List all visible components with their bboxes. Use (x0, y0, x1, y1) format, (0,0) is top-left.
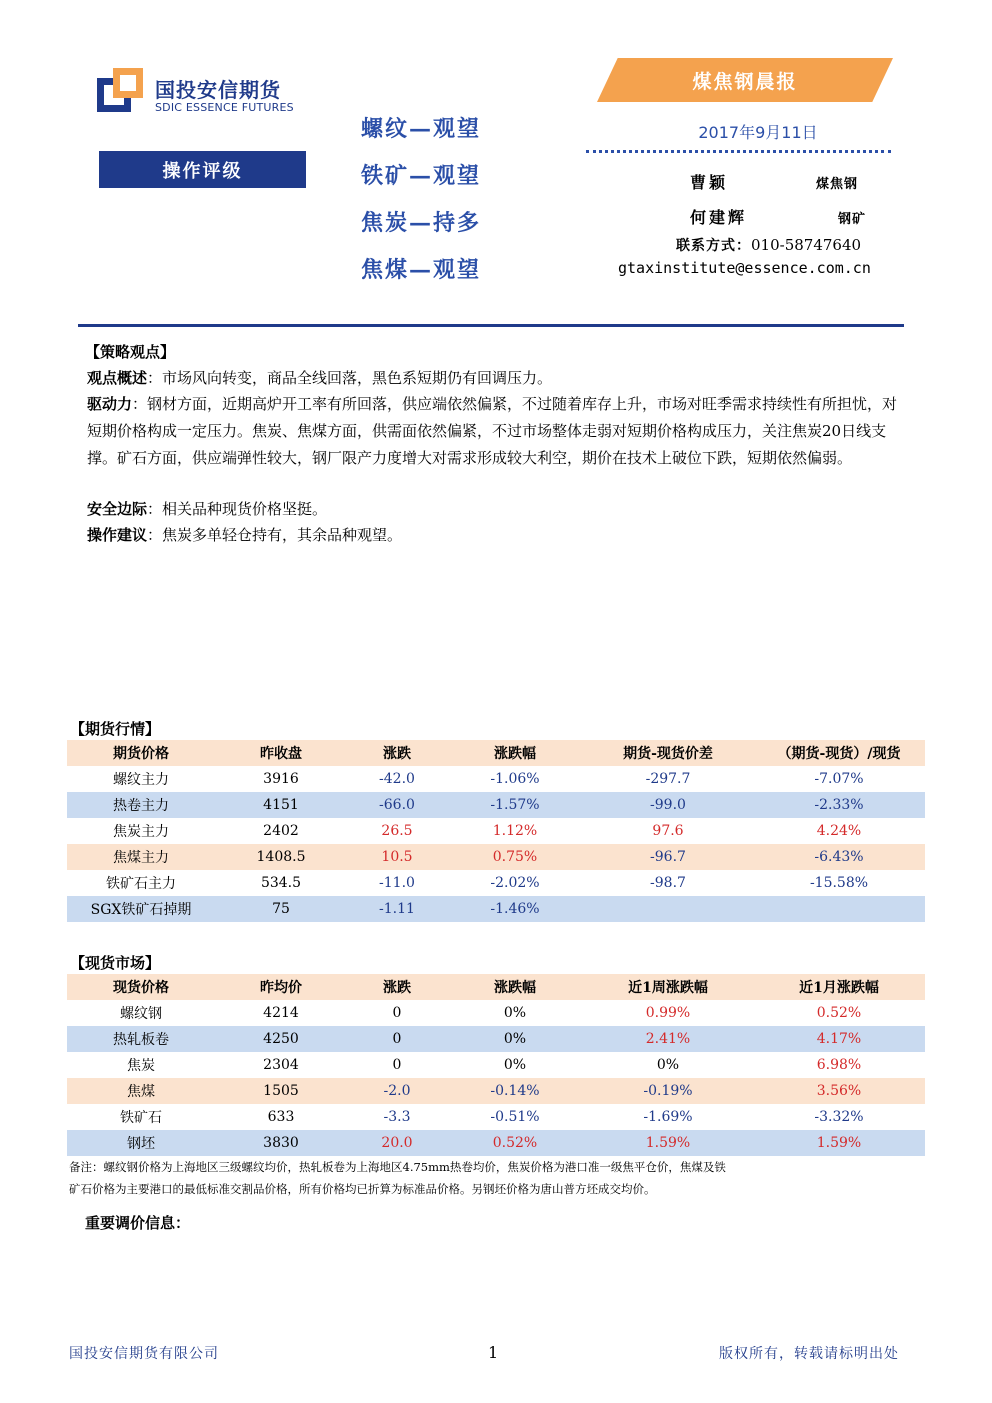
table-cell: 螺纹钢 (120, 1006, 162, 1022)
contact-label: 联系方式： (676, 238, 751, 254)
table-cell: -98.7 (650, 875, 686, 891)
table-cell: -3.32% (814, 1109, 864, 1125)
rating-list (361, 114, 481, 302)
table-cell: 97.6 (652, 823, 684, 839)
table-cell: 0% (503, 1057, 527, 1073)
table-cell: 1.59% (583, 1130, 753, 1156)
futures-table (67, 740, 925, 922)
column-header: 昨均价 (215, 974, 347, 1000)
table-cell: 0% (656, 1057, 680, 1073)
strategy-margin (87, 496, 905, 523)
table-cell: 铁矿石 (120, 1110, 162, 1126)
strategy-summary (87, 365, 905, 392)
contact-phone: 010-58747640 (751, 236, 862, 254)
table-cell: 0% (447, 1026, 583, 1052)
table-header-row (67, 740, 925, 766)
company-name-en: SDIC ESSENCE FUTURES (155, 101, 294, 114)
table-row (67, 1026, 925, 1052)
table-cell: 1408.5 (215, 844, 347, 870)
table-cell: -2.0 (347, 1078, 447, 1104)
table-cell: 焦煤 (67, 1078, 215, 1104)
column-header: 涨跌幅 (447, 740, 583, 766)
dotted-divider (586, 150, 891, 153)
table-cell: 534.5 (260, 875, 302, 891)
column-header: 近1周涨跌幅 (583, 974, 753, 1000)
table-cell: 0% (503, 1005, 527, 1021)
summary-text: ：市场风向转变，商品全线回落，黑色系短期仍有回调压力。 (147, 369, 553, 387)
table-cell: 633 (267, 1109, 295, 1125)
table-row (67, 1104, 925, 1130)
page-number: 1 (488, 1343, 499, 1362)
table-cell: 10.5 (347, 844, 447, 870)
column-header: 涨跌幅 (447, 974, 583, 1000)
report-tag (597, 58, 893, 102)
table-cell: 4151 (215, 792, 347, 818)
table-cell: 0 (347, 1026, 447, 1052)
table-cell: -2.02% (490, 875, 540, 891)
contact-email[interactable]: gtaxinstitute@essence.com.cn (618, 259, 871, 277)
table-cell: 4250 (215, 1026, 347, 1052)
column-header: 期货-现货价差 (583, 740, 753, 766)
strategy-driver (87, 391, 905, 472)
table-cell: 螺纹主力 (113, 772, 169, 788)
table-cell: 3830 (215, 1130, 347, 1156)
table-cell: 3.56% (753, 1078, 925, 1104)
table-cell: 0.52% (447, 1130, 583, 1156)
table-row (67, 1130, 925, 1156)
driver-label: 驱动力 (87, 395, 133, 413)
table-cell: -11.0 (379, 875, 415, 891)
table-row (67, 1052, 925, 1078)
column-header: 近1月涨跌幅 (753, 974, 925, 1000)
table-cell: 热卷主力 (67, 792, 215, 818)
author-field: 钢矿 (838, 212, 867, 227)
table-cell: 6.98% (816, 1057, 862, 1073)
table-cell: 2.41% (583, 1026, 753, 1052)
table-cell: 3916 (263, 771, 299, 787)
spot-title: 【现货市场】 (70, 954, 161, 972)
table-cell: -15.58% (809, 875, 869, 891)
table-cell: 热轧板卷 (67, 1026, 215, 1052)
table-cell: -96.7 (583, 844, 753, 870)
table-cell: -297.7 (645, 771, 691, 787)
rating-item: 铁矿—观望 (361, 163, 482, 189)
table-cell: -0.14% (447, 1078, 583, 1104)
author-name: 曹颖 (690, 173, 729, 192)
table-cell: 0 (392, 1005, 402, 1021)
table-note-line2: 矿石价格为主要港口的最低标准交割品价格，所有价格均已折算为标准品价格。另钢坯价格为唐山普方坯成交均价。 (69, 1182, 656, 1196)
margin-label: 安全边际 (87, 500, 148, 518)
table-cell: 焦炭 (127, 1058, 155, 1074)
table-row (67, 1078, 925, 1104)
rating-item: 焦炭—持多 (361, 210, 482, 236)
report-date: 2017年9月11日 (698, 123, 818, 142)
header-rule (78, 324, 904, 327)
table-cell: -3.3 (383, 1109, 411, 1125)
advice-label: 操作建议 (87, 526, 148, 544)
table-cell: 1505 (215, 1078, 347, 1104)
spot-table (67, 974, 925, 1156)
table-cell: -2.33% (753, 792, 925, 818)
table-cell: SGX铁矿石掉期 (67, 896, 215, 922)
table-cell: -7.07% (814, 771, 864, 787)
table-cell: 焦炭主力 (113, 824, 169, 840)
table-cell: 2304 (263, 1057, 299, 1073)
table-cell: -0.19% (583, 1078, 753, 1104)
logo-icon (97, 68, 145, 116)
rating-item: 焦煤—观望 (361, 257, 482, 283)
table-row (67, 1000, 925, 1026)
column-header: 昨收盘 (215, 740, 347, 766)
table-cell: 1.59% (753, 1130, 925, 1156)
margin-text: ：相关品种现货价格坚挺。 (147, 500, 328, 518)
table-header-row (67, 974, 925, 1000)
table-row (67, 818, 925, 844)
table-cell: 焦煤主力 (67, 844, 215, 870)
advice-text: ：焦炭多单轻仓持有，其余品种观望。 (147, 526, 403, 544)
table-cell: -1.06% (490, 771, 540, 787)
column-header: （期货-现货）/现货 (753, 740, 925, 766)
table-cell: 20.0 (347, 1130, 447, 1156)
table-row (67, 844, 925, 870)
contact-info (676, 235, 861, 255)
price-info-title: 重要调价信息： (85, 1214, 191, 1232)
table-cell: 铁矿石主力 (106, 876, 176, 892)
futures-title: 【期货行情】 (70, 720, 161, 738)
rating-item: 螺纹—观望 (361, 116, 482, 142)
table-cell: 2402 (263, 823, 299, 839)
table-row (67, 870, 925, 896)
strategy-title: 【策略观点】 (85, 343, 176, 361)
footer-copyright: 版权所有，转载请标明出处 (719, 1346, 899, 1362)
table-cell: -42.0 (379, 771, 415, 787)
table-cell: 0.75% (447, 844, 583, 870)
author-field: 煤焦钢 (816, 177, 859, 192)
column-header: 期货价格 (67, 740, 215, 766)
table-cell: -6.43% (753, 844, 925, 870)
strategy-advice (87, 522, 905, 549)
table-cell: 1.12% (492, 823, 538, 839)
table-cell: 26.5 (381, 823, 413, 839)
table-cell: 钢坯 (67, 1130, 215, 1156)
report-name: 煤焦钢晨报 (692, 70, 798, 93)
table-cell (753, 896, 925, 922)
table-cell: 0 (392, 1057, 402, 1073)
column-header: 涨跌 (347, 740, 447, 766)
table-cell: -66.0 (347, 792, 447, 818)
table-cell: 0.99% (645, 1005, 691, 1021)
table-cell: -1.46% (447, 896, 583, 922)
table-cell: -1.57% (447, 792, 583, 818)
author-name: 何建辉 (690, 208, 748, 227)
table-row (67, 896, 925, 922)
table-row (67, 792, 925, 818)
driver-text: ：钢材方面，近期高炉开工率有所回落，供应端依然偏紧，不过随着库存上升，市场对旺季需求持续性有所担忧，对短期价格构成一定压力。焦炭、焦煤方面，供需面依然偏紧，不过市场整体走弱对短期价格构成压力，关注焦炭20日线支撑。矿石方面，供应端弹性较大，钢厂限产力度增大对需求形成较大利空，期价在技术上破位下跌，短期依然偏弱。 (87, 395, 898, 467)
table-cell: -99.0 (583, 792, 753, 818)
table-cell: -1.11 (347, 896, 447, 922)
column-header: 涨跌 (347, 974, 447, 1000)
table-cell: 75 (215, 896, 347, 922)
table-cell: 4.17% (753, 1026, 925, 1052)
rating-label: 操作评级 (99, 151, 306, 188)
table-note-line1: 备注：螺纹钢价格为上海地区三级螺纹均价，热轧板卷为上海地区4.75mm热卷均价，焦炭价格为港口准一级焦平仓价，焦煤及铁 (69, 1160, 726, 1174)
table-cell: 4214 (263, 1005, 299, 1021)
summary-label: 观点概述 (87, 369, 148, 387)
table-cell: -0.51% (490, 1109, 540, 1125)
table-cell: -1.69% (643, 1109, 693, 1125)
column-header: 现货价格 (67, 974, 215, 1000)
table-row (67, 766, 925, 792)
table-cell: 0.52% (816, 1005, 862, 1021)
table-cell (583, 896, 753, 922)
company-name-cn: 国投安信期货 (155, 78, 281, 102)
footer-company: 国投安信期货有限公司 (69, 1346, 219, 1362)
table-cell: 4.24% (816, 823, 862, 839)
